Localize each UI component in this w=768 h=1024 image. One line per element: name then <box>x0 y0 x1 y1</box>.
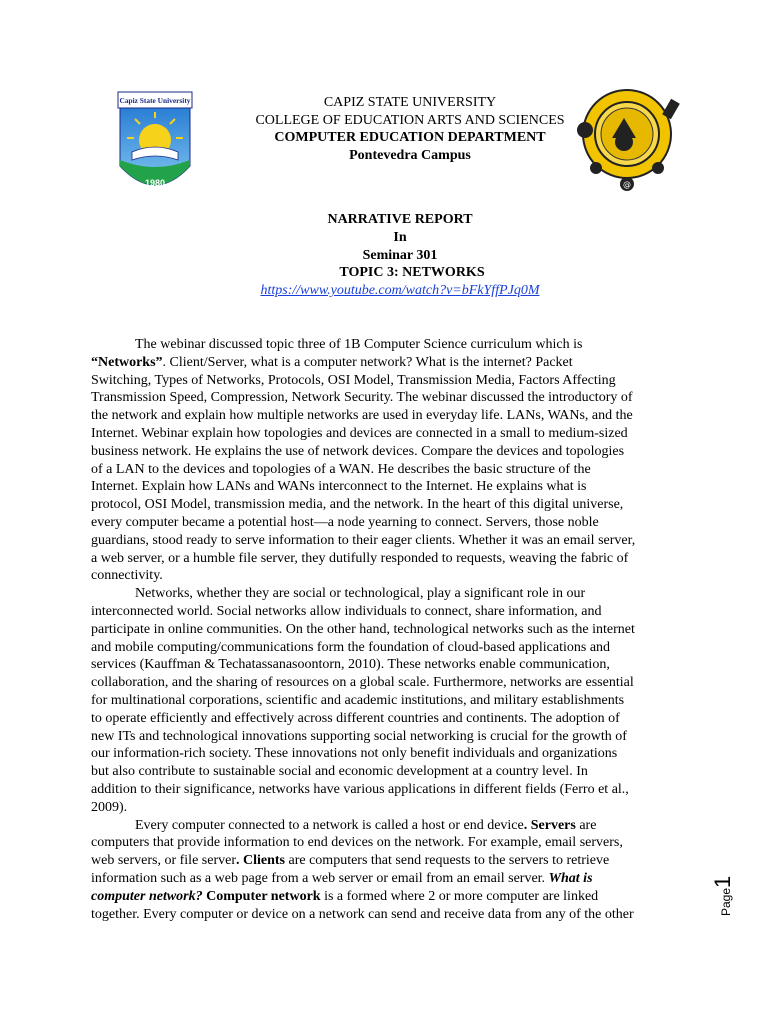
p2-line: and mobile computing/communications form the foundation of cloud-based applications and <box>91 639 611 655</box>
p1-line-text: protocol, OSI Model, transmission media, and the network. In the heart of this digital universe, <box>91 497 624 513</box>
p3-line4-text: information such as a web page from a web server or email from an email server. <box>91 870 549 886</box>
p2-line: our information-rich society. These innovations not only benefit individuals and organizations <box>91 746 618 762</box>
servers-term: . Servers <box>523 817 576 833</box>
p2-line: interconnected world. Social networks allow individuals to connect, share information, and <box>91 603 602 619</box>
p1-line-text: Transmission Speed, Compression, Network Security. The webinar discussed the introductory of <box>91 390 633 406</box>
p3-line6: together. Every computer or device on a network can send and receive data from any of the other <box>91 906 634 922</box>
p3-line1-text: Every computer connected to a network is called a host or end device <box>135 817 524 833</box>
page-number: 1 <box>710 875 735 888</box>
computer-network-term: Computer network <box>202 888 321 904</box>
p1-line <box>91 532 681 550</box>
campus-name: Pontevedra Campus <box>349 147 471 163</box>
p1-line <box>91 354 681 372</box>
p1-line <box>91 389 681 407</box>
p3-line3-text: web servers, or file server <box>91 853 236 869</box>
report-title: NARRATIVE REPORT <box>327 212 473 227</box>
p1-line-text: business network. He explains the use of network devices. Compare the devices and topologies <box>91 443 625 459</box>
paragraph-3 <box>91 817 681 924</box>
p2-line: 2009). <box>91 799 128 815</box>
p2-line: Networks, whether they are social or technological, play a significant role in our <box>135 586 586 602</box>
p2-line: but also contribute to sustainable social and economic development at a country level. In <box>91 764 588 780</box>
p1-line-text: Internet. Explain how LANs and WANs interconnect to the Internet. He explains what is <box>91 479 587 495</box>
seminar-name: Seminar 301 <box>362 247 438 263</box>
p2-line: addition to their significance, networks have various applications in different fields (Ferro et al., <box>91 781 629 797</box>
department-name: COMPUTER EDUCATION DEPARTMENT <box>274 130 546 146</box>
p1-line-text: Switching, Types of Networks, Protocols, OSI Model, Transmission Media, Factors Affecting <box>91 372 616 388</box>
p1-line-text: Internet. Webinar explain how topologies and devices are connected in a small to medium-sized <box>91 425 628 441</box>
p1-line-text: . Client/Server, what is a computer network? What is the internet? Packet <box>162 354 573 370</box>
institution-header <box>210 94 610 164</box>
p1-line-text: connectivity. <box>91 568 163 584</box>
p1-line-text: of a LAN to the devices and topologies of a WAN. He describes the basic structure of the <box>91 461 591 477</box>
p1-line-text: The webinar discussed topic three of 1B Computer Science curriculum which is <box>135 337 583 352</box>
university-name: CAPIZ STATE UNIVERSITY <box>323 95 497 110</box>
p1-line <box>91 567 681 585</box>
p1-line <box>91 550 681 568</box>
p2-line: services (Kauffman & Techatassanasoontorn, 2010). These networks enable communication, <box>91 657 610 673</box>
report-body <box>91 336 681 923</box>
paragraph-2 <box>91 585 681 816</box>
p1-line <box>91 407 681 425</box>
what-is-question: What is <box>548 870 593 886</box>
clients-term: . Clients <box>236 853 285 869</box>
p1-line <box>91 372 681 390</box>
svg-text:Capiz State University: Capiz State University <box>119 96 191 105</box>
p1-line <box>91 425 681 443</box>
svg-text:@: @ <box>623 180 631 189</box>
computer-network-question: computer network? <box>91 888 203 904</box>
p1-line-text: every computer became a potential host—a node yearning to connect. Servers, those noble <box>91 514 599 530</box>
report-title-in: In <box>393 229 407 245</box>
p3-line3-end: are computers that send requests to the servers to retrieve <box>285 853 610 869</box>
p1-line-text: the network and explain how multiple networks are used in everyday life. LANs, WANs, and the <box>91 408 633 424</box>
p2-line: new ITs and technological innovations supporting social networking is crucial for the growth of <box>91 728 627 744</box>
page-word: Page <box>719 887 733 916</box>
paragraph-1 <box>91 336 681 585</box>
page-number-label <box>700 860 740 920</box>
topic-title: TOPIC 3: NETWORKS <box>339 265 485 281</box>
p3-line1-end: are <box>575 817 597 833</box>
p1-line <box>91 478 681 496</box>
report-title-block <box>200 211 600 300</box>
p1-line <box>91 461 681 479</box>
networks-term: “Networks” <box>91 354 163 370</box>
youtube-link[interactable]: https://www.youtube.com/watch?v=bFkYffPJq0M <box>260 283 540 299</box>
p1-line-text: a web server, or a humble file server, they dutifully responded to requests, weaving the fabric of <box>91 550 629 566</box>
p2-line: to operate efficiently and effectively across different countries and continents. The adoption of <box>91 710 620 726</box>
college-name: COLLEGE OF EDUCATION ARTS AND SCIENCES <box>255 112 565 128</box>
p3-line5-end: is a formed where 2 or more computer are linked <box>320 888 599 904</box>
p2-line: collaboration, and the sharing of resources on a global scale. Furthermore, networks are essential <box>91 675 634 691</box>
p1-line <box>91 336 681 354</box>
p3-line2: computers that provide information to end devices on the network. For example, email servers, <box>91 835 623 851</box>
p1-line <box>91 496 681 514</box>
svg-text:1980: 1980 <box>144 178 166 188</box>
p1-line-text: guardians, stood ready to serve information to their eager clients. Whether it was an email server, <box>91 532 636 548</box>
p2-line: for multinational corporations, scientific and academic institutions, and military establishments <box>91 692 625 708</box>
p1-line <box>91 443 681 461</box>
p1-line <box>91 514 681 532</box>
p2-line: participate in online communities. On the other hand, technological networks such as the internet <box>91 621 635 637</box>
capiz-state-university-logo <box>100 88 206 198</box>
